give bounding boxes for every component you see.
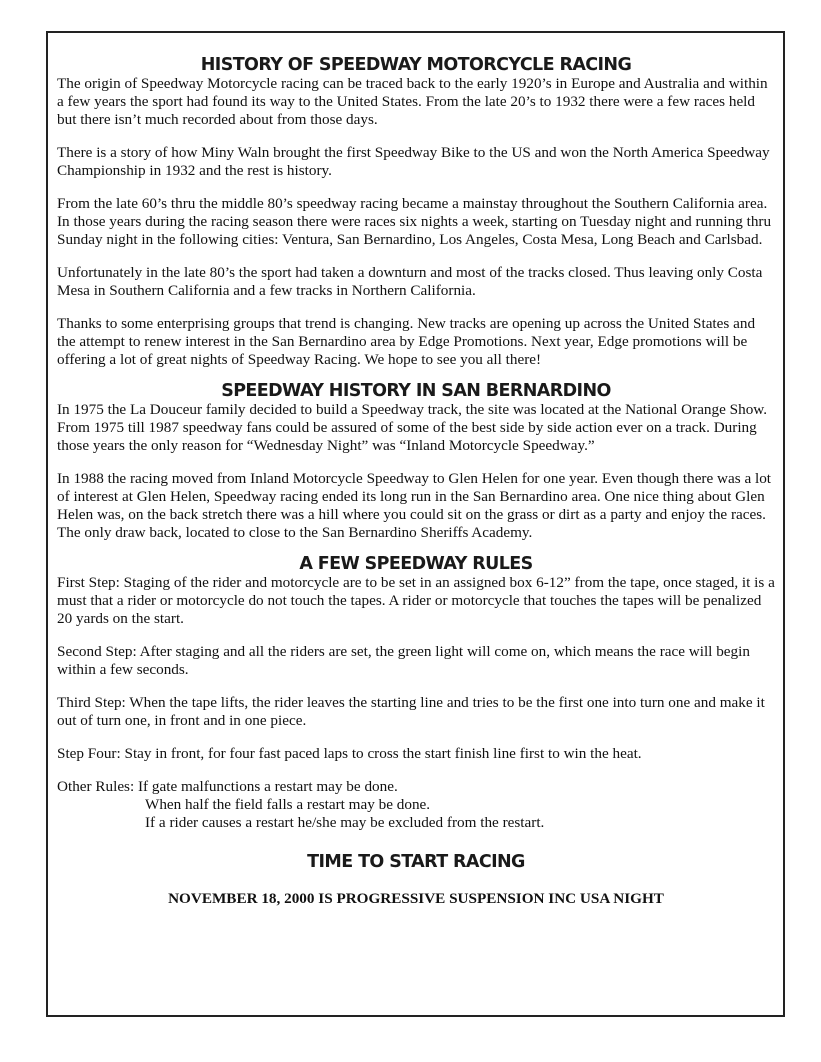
paragraph-miny-waln: There is a story of how Miny Waln brought the first Speedway Bike to the US and won the North America Speedway Championship in 1932 and the rest is history. [57,144,770,179]
paragraph-step-four: Step Four: Stay in front, for four fast paced laps to cross the start finish line first to win the heat. [57,745,642,762]
paragraph-third-step: Third Step: When the tape lifts, the rider leaves the starting line and tries to be the first one into turn one and make it out of turn one, in front and in one piece. [57,694,765,729]
document-frame [46,31,785,1017]
other-rules-line: If a rider causes a restart he/she may be excluded from the restart. [145,814,545,831]
section-title-san-bernardino: SPEEDWAY HISTORY IN SAN BERNARDINO [221,381,611,401]
paragraph-60s-80s: From the late 60’s thru the middle 80’s speedway racing became a mainstay throughout the Southern California area. In those years during the racing season there were races six nights a week, starting on Tuesday night and running thru Sunday night in the following cities: Ventura, San Bernardino, Los Angeles, Costa Mesa, Long Beach and Carlsbad. [57,195,772,248]
paragraph-second-step: Second Step: After staging and all the riders are set, the green light will come on, which means the race will begin within a few seconds. [57,643,750,678]
paragraph-la-douceur: In 1975 the La Douceur family decided to build a Speedway track, the site was located at the National Orange Show. From 1975 till 1987 speedway fans could be assured of some of the best side by side action ever on a track. During those years the only reason for “Wednesday Night” was “Inland Motorcycle Speedway.” [57,401,768,454]
paragraph-origin: The origin of Speedway Motorcycle racing can be traced back to the early 1920’s in Europe and Australia and within a few years the sport had found its way to the United States. From the late 20’s to 1932 there were a few races held but there isn’t much recorded about from those days. [57,75,768,128]
section-title-rules: A FEW SPEEDWAY RULES [299,554,533,574]
paragraph-first-step: First Step: Staging of the rider and motorcycle are to be set in an assigned box 6-12” from the tape, once staged, it is a must that a rider or motorcycle do not touch the tapes. A rider or motorcycle that touches the tapes will be penalized 20 yards on the start. [57,574,775,627]
other-rules-line: Other Rules: If gate malfunctions a restart may be done. [57,778,398,795]
section-title-history: HISTORY OF SPEEDWAY MOTORCYCLE RACING [200,55,632,75]
paragraph-enterprising: Thanks to some enterprising groups that trend is changing. New tracks are opening up across the United States and the attempt to renew interest in the San Bernardino area by Edge Promotions. Next year, Edge promotions will be offering a lot of great nights of Speedway Racing. We hope to see you all there! [57,315,756,368]
other-rules-line: When half the field falls a restart may be done. [145,796,431,813]
section-title-start-racing: TIME TO START RACING [307,852,525,872]
paragraph-downturn: Unfortunately in the late 80’s the sport had taken a downturn and most of the tracks closed. Thus leaving only Costa Mesa in Southern California and a few tracks in Northern California. [57,264,763,299]
other-rules [57,778,775,832]
paragraph-glen-helen: In 1988 the racing moved from Inland Motorcycle Speedway to Glen Helen for one year. Even though there was a lot of interest at Glen Helen, Speedway racing ended its long run in the San Bernardino area. One nice thing about Glen Helen was, on the back stretch there was a hill where you could sit on the grass or dirt as a party and enjoy the races. The only draw back, located to close to the San Bernardino Sheriffs Academy. [57,470,772,541]
footer-event-date: NOVEMBER 18, 2000 IS PROGRESSIVE SUSPENSION INC USA NIGHT [168,890,664,907]
